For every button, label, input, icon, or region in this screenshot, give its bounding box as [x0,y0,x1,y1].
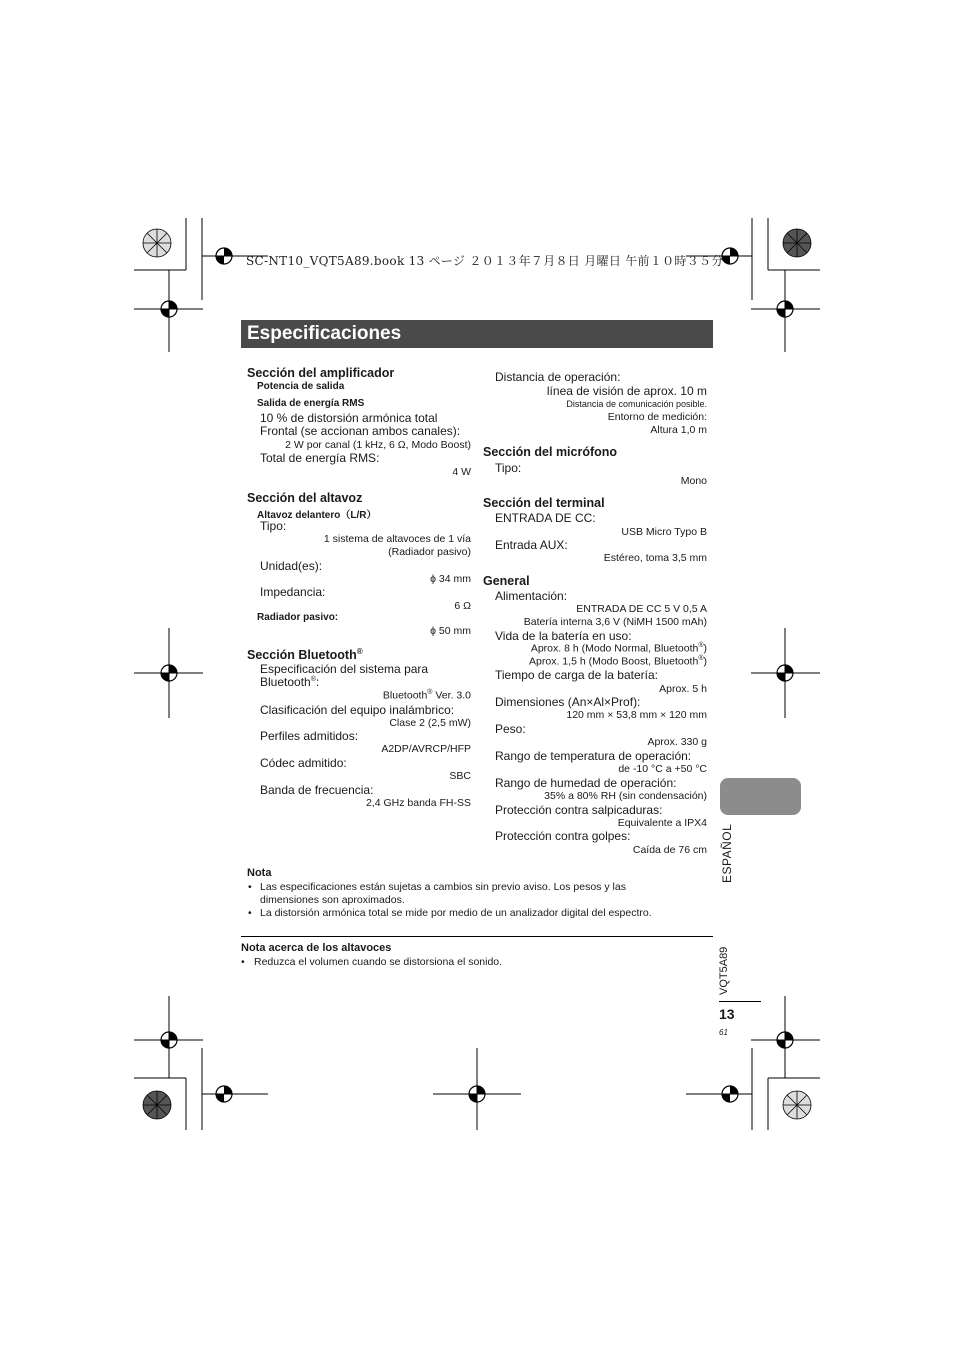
speaker-note-heading: Nota acerca de los altavoces [241,942,392,954]
dimensions-label: Dimensiones (An×Al×Prof): [495,695,641,709]
bt-codec-value: SBC [449,770,471,782]
impedance-value: 6 Ω [454,600,471,612]
amplifier-heading: Sección del amplificador [247,366,395,380]
book-page-number: 61 [719,1028,728,1037]
output-power-subheading: Potencia de salida [257,381,345,392]
bluetooth-heading [247,647,363,662]
aux-in-value: Estéreo, toma 3,5 mm [603,552,707,564]
total-rms-label: Total de energía RMS: [260,451,380,465]
speaker-type-label: Tipo: [260,519,287,533]
distance-label: Distancia de operación: [495,370,621,384]
bt-spec-label-2 [260,675,319,689]
mic-type-label: Tipo: [495,461,522,475]
dimensions-value: 120 mm × 53,8 mm × 120 mm [566,709,707,721]
battery-life-value-1: Aprox. 8 h (Modo Normal, Bluetooth®) [530,642,707,655]
battery-life-value-2: Aprox. 1,5 h (Modo Boost, Bluetooth®) [529,655,707,668]
weight-value: Aprox. 330 g [647,736,707,748]
thd-label: 10 % de distorsión armónica total [260,411,438,425]
passive-radiator-subheading: Radiador pasivo: [257,612,339,623]
power-label: Alimentación: [495,589,568,603]
front-speaker-subheading: Altavoz delantero（L/R） [257,510,377,521]
dc-in-label: ENTRADA DE CC: [495,511,596,525]
splash-value: Equivalente a IPX4 [617,817,707,829]
bt-class-label: Clasificación del equipo inalámbrico: [260,703,455,717]
speaker-unit-label: Unidad(es): [260,559,323,573]
bullet-2: • [248,907,252,919]
speaker-note-item: Reduzca el volumen cuando se distorsiona el sonido. [254,956,503,968]
bt-spec-label-2-text: Bluetooth [260,675,311,689]
bt-band-label: Banda de frecuencia: [260,783,374,797]
sidebar-divider [719,1001,761,1002]
front-channels-label: Frontal (se accionan ambos canales): [260,424,461,438]
power-value-2: Batería interna 3,6 V (NiMH 1500 mAh) [523,616,707,628]
shock-label: Protección contra golpes: [495,829,631,843]
registered-mark: ® [427,689,433,696]
bt-spec-value [383,689,471,702]
general-heading: General [483,574,530,588]
weight-label: Peso: [495,722,526,736]
battery-life-value-2-text: Aprox. 1,5 h (Modo Boost, Bluetooth [529,655,699,668]
page-number: 13 [719,1006,735,1022]
speaker-type-value-1: 1 sistema de altavoces de 1 vía [323,533,471,545]
humidity-label: Rango de humedad de operación: [495,776,677,790]
bluetooth-heading-text: Sección Bluetooth [247,648,357,663]
mic-type-value: Mono [680,475,707,487]
shock-value: Caída de 76 cm [632,844,707,856]
power-value-1: ENTRADA DE CC 5 V 0,5 A [576,603,707,615]
temperature-label: Rango de temperatura de operación: [495,749,692,763]
bullet-3: • [241,956,245,968]
note-item-2: La distorsión armónica total se mide por medio de un analizador digital del espectro. [260,907,652,919]
registered-mark: ® [698,655,704,662]
note-item-1-line-1: Las especificaciones están sujetas a cambios sin previo aviso. Los pesos y las [260,881,626,893]
distance-value-2: Distancia de comunicación posible. [566,399,707,409]
registered-mark: ® [310,676,316,683]
microphone-heading: Sección del micrófono [483,445,618,459]
bt-spec-label-1: Especificación del sistema para [260,662,429,676]
battery-life-label: Vida de la batería en uso: [495,629,632,643]
speaker-unit-value: ϕ 34 mm [430,573,471,585]
total-rms-value: 4 W [452,466,471,478]
note-item-1-line-2: dimensiones son aproximados. [260,894,405,906]
rms-output-subheading: Salida de energía RMS [257,398,365,409]
bt-spec-value-b: Ver. 3.0 [432,689,471,702]
temperature-value: de -10 °C a +50 °C [618,763,707,775]
page-title: Especificaciones [247,323,402,344]
aux-in-label: Entrada AUX: [495,538,568,552]
bt-spec-label-2-colon: : [315,675,320,689]
splash-label: Protección contra salpicaduras: [495,803,663,817]
note-heading: Nota [247,867,272,879]
passive-radiator-value: ϕ 50 mm [430,625,471,637]
registered-mark: ® [698,642,704,649]
distance-value-3: Entorno de medición: [607,411,707,423]
charge-time-value: Aprox. 5 h [659,683,707,695]
file-header-line: SC-NT10_VQT5A89.book 13 ページ ２０１３年７月８日 月曜日 午前１０時３５分 [246,254,724,268]
impedance-label: Impedancia: [260,585,326,599]
front-power-value: 2 W por canal (1 kHz, 6 Ω, Modo Boost) [285,439,471,451]
terminal-heading: Sección del terminal [483,496,605,510]
model-number: VQT5A89 [718,946,730,995]
battery-life-value-1-text: Aprox. 8 h (Modo Normal, Bluetooth [530,642,699,655]
bt-profiles-label: Perfiles admitidos: [260,729,359,743]
bt-class-value: Clase 2 (2,5 mW) [389,717,471,729]
bullet-1: • [248,881,252,893]
charge-time-label: Tiempo de carga de la batería: [495,668,658,682]
page-title-bar [241,320,713,348]
bt-codec-label: Códec admitido: [260,756,347,770]
section-divider [241,936,713,937]
humidity-value: 35% a 80% RH (sin condensación) [544,790,707,802]
speaker-heading: Sección del altavoz [247,491,363,505]
language-label: ESPAÑOL [720,823,734,883]
language-side-tab [720,778,801,815]
distance-value-1: línea de visión de aprox. 10 m [546,384,707,398]
dc-in-value: USB Micro Typo B [621,526,707,538]
bt-spec-value-a: Bluetooth [382,689,428,702]
distance-value-4: Altura 1,0 m [650,424,707,436]
bt-profiles-value: A2DP/AVRCP/HFP [381,743,471,755]
bt-band-value: 2,4 GHz banda FH-SS [365,797,471,809]
speaker-type-value-2: (Radiador pasivo) [388,546,471,558]
registered-mark: ® [356,647,363,656]
